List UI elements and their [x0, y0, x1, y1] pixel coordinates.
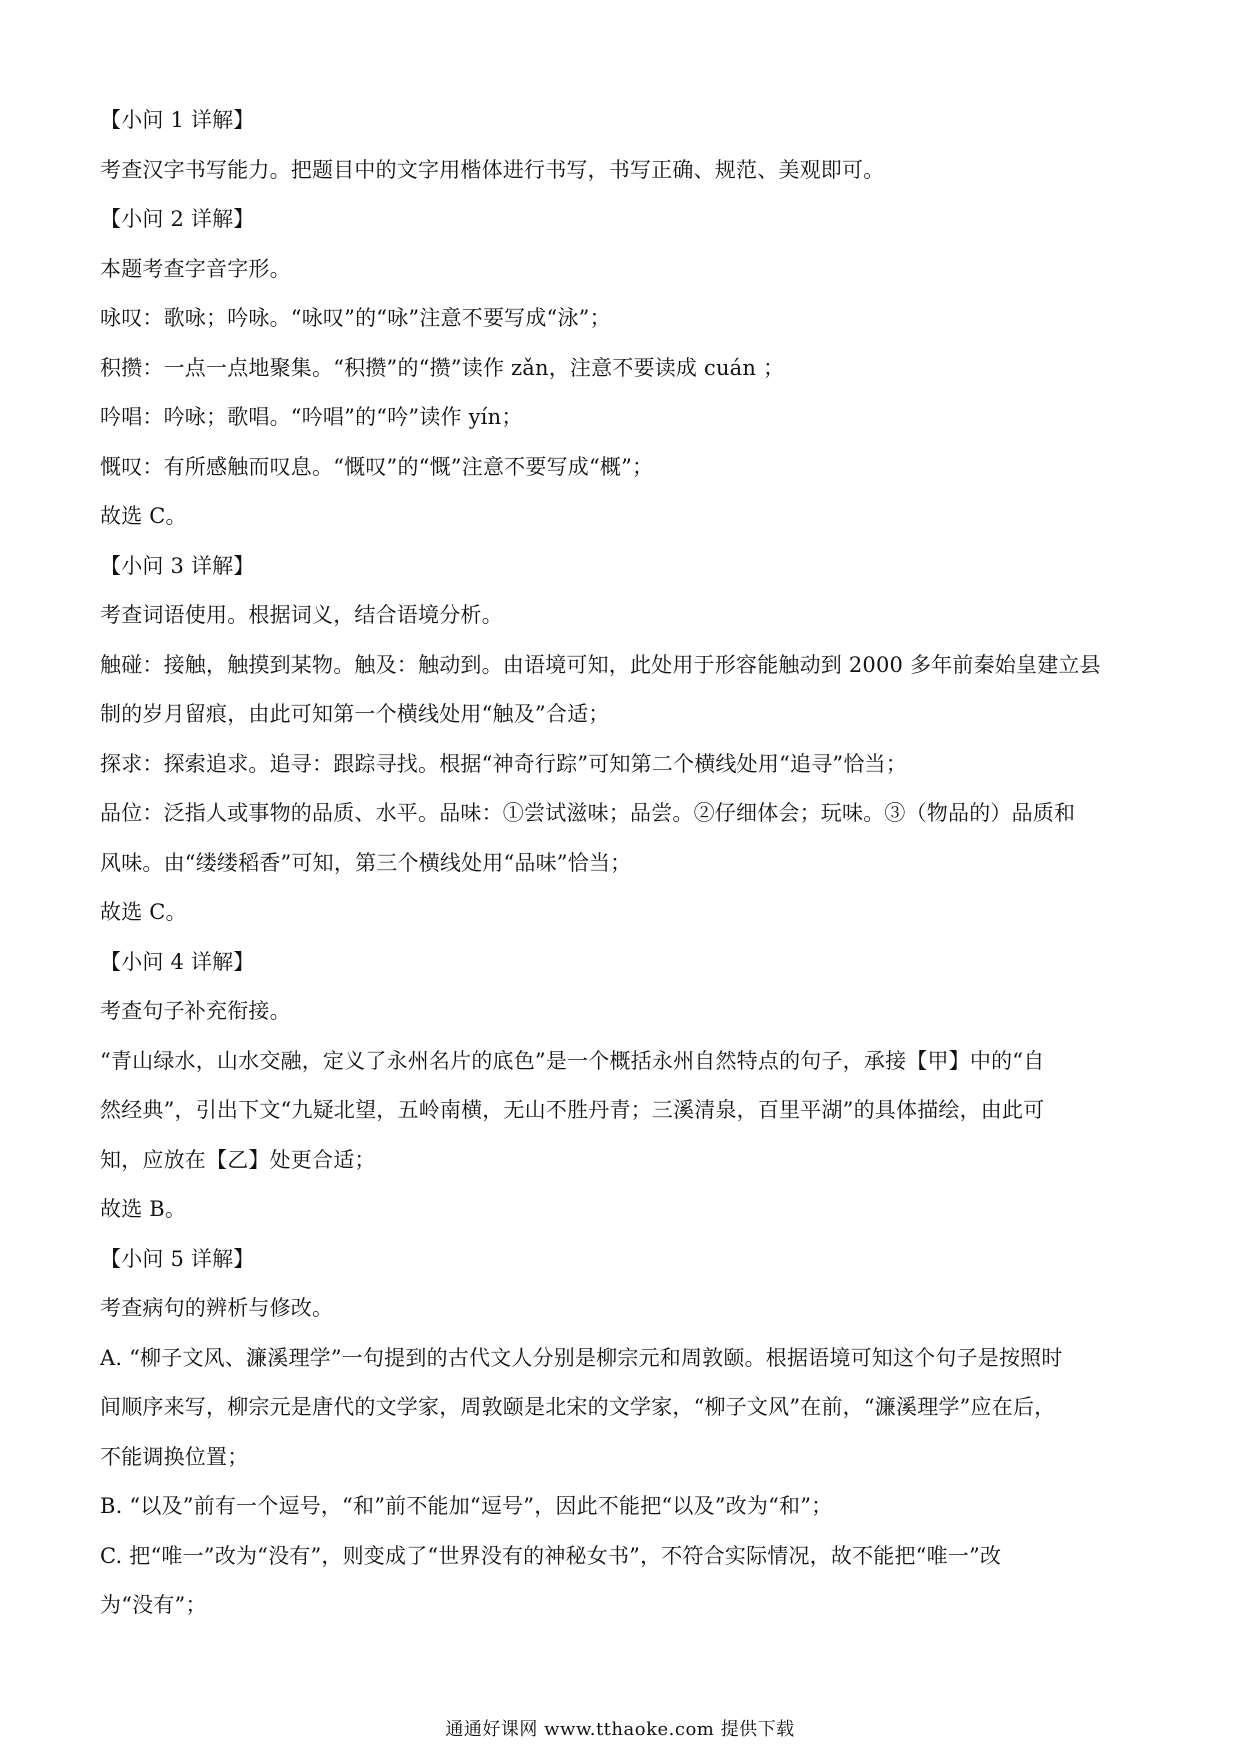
- paragraph-line: 制的岁月留痕，由此可知第一个横线处用“触及”合适；: [100, 702, 610, 726]
- paragraph-line: 考查词语使用。根据词义，结合语境分析。: [100, 603, 503, 627]
- heading-q1: 【小问 1 详解】: [100, 108, 255, 132]
- option-a-line: 间顺序来写，柳宗元是唐代的文学家，周敦颐是北宋的文学家，“柳子文风”在前，“濂溪理学”应在后，: [100, 1395, 1056, 1419]
- paragraph-line: 慨叹：有所感触而叹息。“慨叹”的“慨”注意不要写成“概”；: [100, 454, 654, 479]
- paragraph-line: 考查汉字书写能力。把题目中的文字用楷体进行书写，书写正确、规范、美观即可。: [100, 157, 885, 182]
- paragraph-line: 风味。由“缕缕稻香”可知，第三个横线处用“品味”恰当；: [100, 850, 632, 875]
- answer-line: 故选 C。: [100, 900, 187, 924]
- answer-line: 故选 B。: [100, 1197, 187, 1221]
- option-c-line: C. 把“唯一”改为“没有”，则变成了“世界没有的神秘女书”，不符合实际情况，故不能把“唯一”改: [100, 1543, 1002, 1568]
- paragraph-line: 然经典”，引出下文“九疑北望，五岭南横，无山不胜丹青；三溪清泉，百里平湖”的具体描绘，由此可: [100, 1098, 1045, 1122]
- option-a-line: 不能调换位置；: [100, 1444, 249, 1469]
- heading-q4: 【小问 4 详解】: [100, 949, 255, 974]
- paragraph-line: 本题考查字音字形。: [100, 256, 291, 281]
- paragraph-line: 考查句子补充衔接。: [100, 999, 291, 1023]
- paragraph-line: 积攒：一点一点地聚集。“积攒”的“攒”读作 zǎn，注意不要读成 cuán ；: [100, 355, 785, 380]
- paragraph-line: 咏叹：歌咏；吟咏。“咏叹”的“咏”注意不要写成“泳”；: [100, 306, 611, 330]
- document-body: [100, 96, 1130, 1631]
- paragraph-line: 品位：泛指人或事物的品质、水平。品味：①尝试滋味；品尝。②仔细体会；玩味。③（物品的）品质和: [100, 801, 1076, 825]
- paragraph-line: 探求：探索追求。追寻：跟踪寻找。根据“神奇行踪”可知第二个横线处用“追寻”恰当；: [100, 751, 907, 776]
- paragraph-line: 触碰：接触，触摸到某物。触及：触动到。由语境可知，此处用于形容能触动到 2000 多年前秦始皇建立县: [100, 652, 1101, 677]
- paragraph-line: 吟唱：吟咏；歌唱。“吟唱”的“吟”读作 yín；: [100, 405, 523, 429]
- answer-line: 故选 C。: [100, 504, 187, 528]
- option-c-line: 为“没有”；: [100, 1593, 207, 1617]
- paragraph-line: 知，应放在【乙】处更合适；: [100, 1147, 376, 1172]
- paragraph-line: “青山绿水，山水交融，定义了永州名片的底色”是一个概括永州自然特点的句子，承接【甲】中的“自: [100, 1048, 1045, 1073]
- option-a-line: A. “柳子文风、濂溪理学”一句提到的古代文人分别是柳宗元和周敦颐。根据语境可知这个句子是按照时: [100, 1345, 1063, 1370]
- heading-q5: 【小问 5 详解】: [100, 1246, 255, 1271]
- heading-q2: 【小问 2 详解】: [100, 207, 255, 231]
- heading-q3: 【小问 3 详解】: [100, 553, 255, 578]
- option-b-line: B. “以及”前有一个逗号，“和”前不能加“逗号”，因此不能把“以及”改为“和”；: [100, 1494, 833, 1518]
- page-footer: 通通好课网 www.tthaoke.com 提供下载: [445, 1719, 795, 1740]
- paragraph-line: 考查病句的辨析与修改。: [100, 1296, 334, 1320]
